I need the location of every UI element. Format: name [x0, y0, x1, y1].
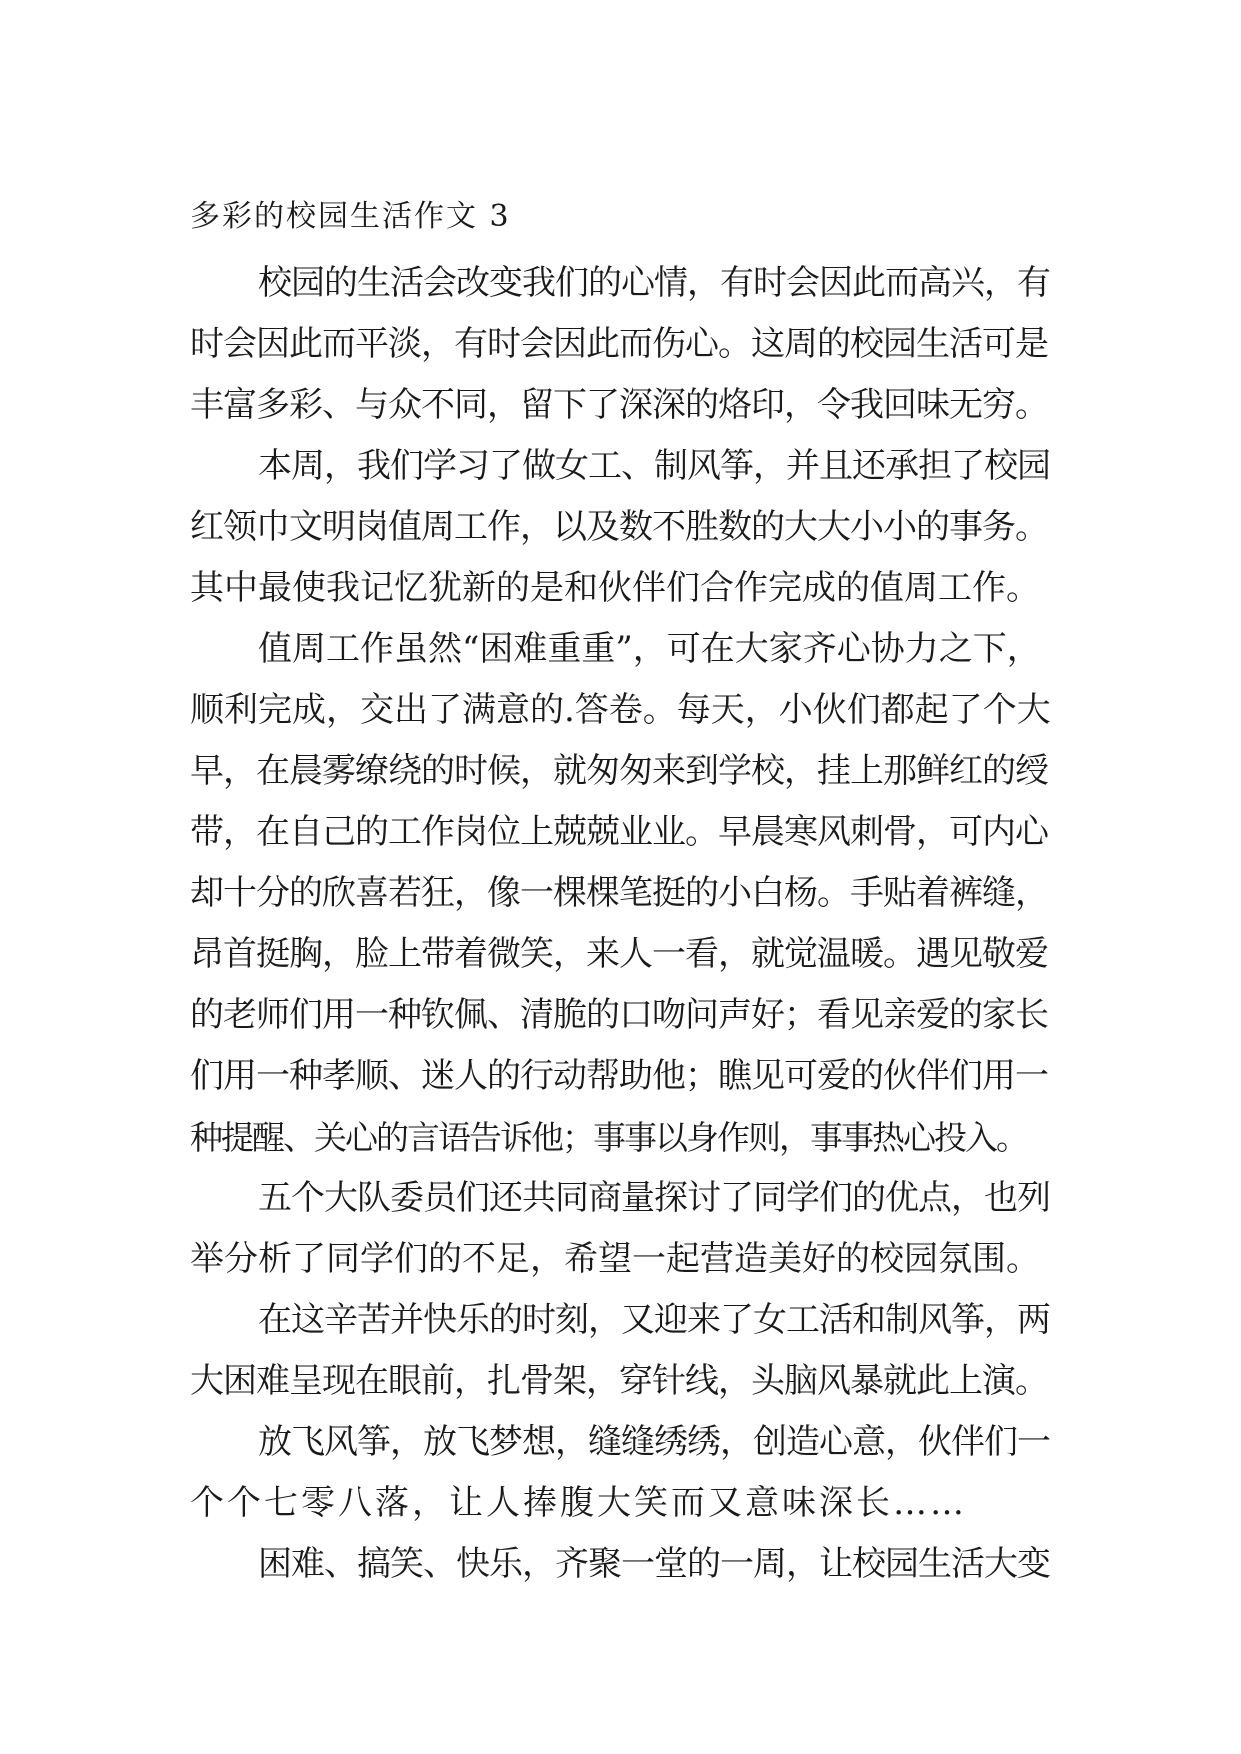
text-line: 昂首挺胸，脸上带着微笑，来人一看，就觉温暖。遇见敬爱	[190, 934, 1048, 974]
text-line: 丰富多彩、与众不同，留下了深深的烙印，令我回味无穷。	[190, 385, 1048, 425]
text-line: 放飞风筝，放飞梦想，缝缝绣绣，创造心意，伙伴们一	[258, 1422, 1050, 1462]
text-line: 个个七零八落，让人捧腹大笑而又意味深长……	[190, 1483, 967, 1523]
text-line: 种提醒、关心的言语告诉他；事事以身作则，事事热心投入。	[190, 1118, 1027, 1157]
text-line: 值周工作虽然“困难重重”，可在大家齐心协力之下，	[258, 629, 1041, 669]
text-line: 本周，我们学习了做女工、制风筝，并且还承担了校园	[258, 446, 1050, 486]
text-line: 困难、搞笑、快乐，齐聚一堂的一周，让校园生活大变	[258, 1544, 1050, 1584]
text-line: 在这辛苦并快乐的时刻，又迎来了女工活和制风筝，两	[258, 1300, 1050, 1340]
text-line: 大困难呈现在眼前，扎骨架，穿针线，头脑风暴就此上演。	[190, 1361, 1048, 1401]
text-line: 五个大队委员们还共同商量探讨了同学们的优点，也列	[258, 1178, 1050, 1218]
text-line: 的老师们用一种钦佩、清脆的口吻问声好；看见亲爱的家长	[190, 995, 1048, 1035]
document-body	[190, 253, 1052, 1595]
text-line: 红领巾文明岗值周工作，以及数不胜数的大大小小的事务。	[190, 507, 1048, 547]
document-title: 多彩的校园生活作文 3	[190, 199, 511, 234]
text-line: 早，在晨雾缭绕的时候，就匆匆来到学校，挂上那鲜红的绶	[190, 751, 1048, 791]
text-line: 顺利完成，交出了满意的.答卷。每天，小伙们都起了个大	[190, 690, 1051, 730]
text-line: 带，在自己的工作岗位上兢兢业业。早晨寒风刺骨，可内心	[190, 812, 1048, 852]
text-line: 其中最使我记忆犹新的是和伙伴们合作完成的值周工作。	[190, 568, 1040, 608]
text-line: 时会因此而平淡，有时会因此而伤心。这周的校园生活可是	[190, 324, 1048, 364]
text-line: 却十分的欣喜若狂，像一棵棵笔挺的小白杨。手贴着裤缝，	[190, 873, 1048, 913]
text-line: 们用一种孝顺、迷人的行动帮助他；瞧见可爱的伙伴们用一	[190, 1056, 1048, 1096]
text-line: 举分析了同学们的不足，希望一起营造美好的校园氛围。	[190, 1239, 1040, 1279]
text-line: 校园的生活会改变我们的心情，有时会因此而高兴，有	[258, 263, 1050, 303]
